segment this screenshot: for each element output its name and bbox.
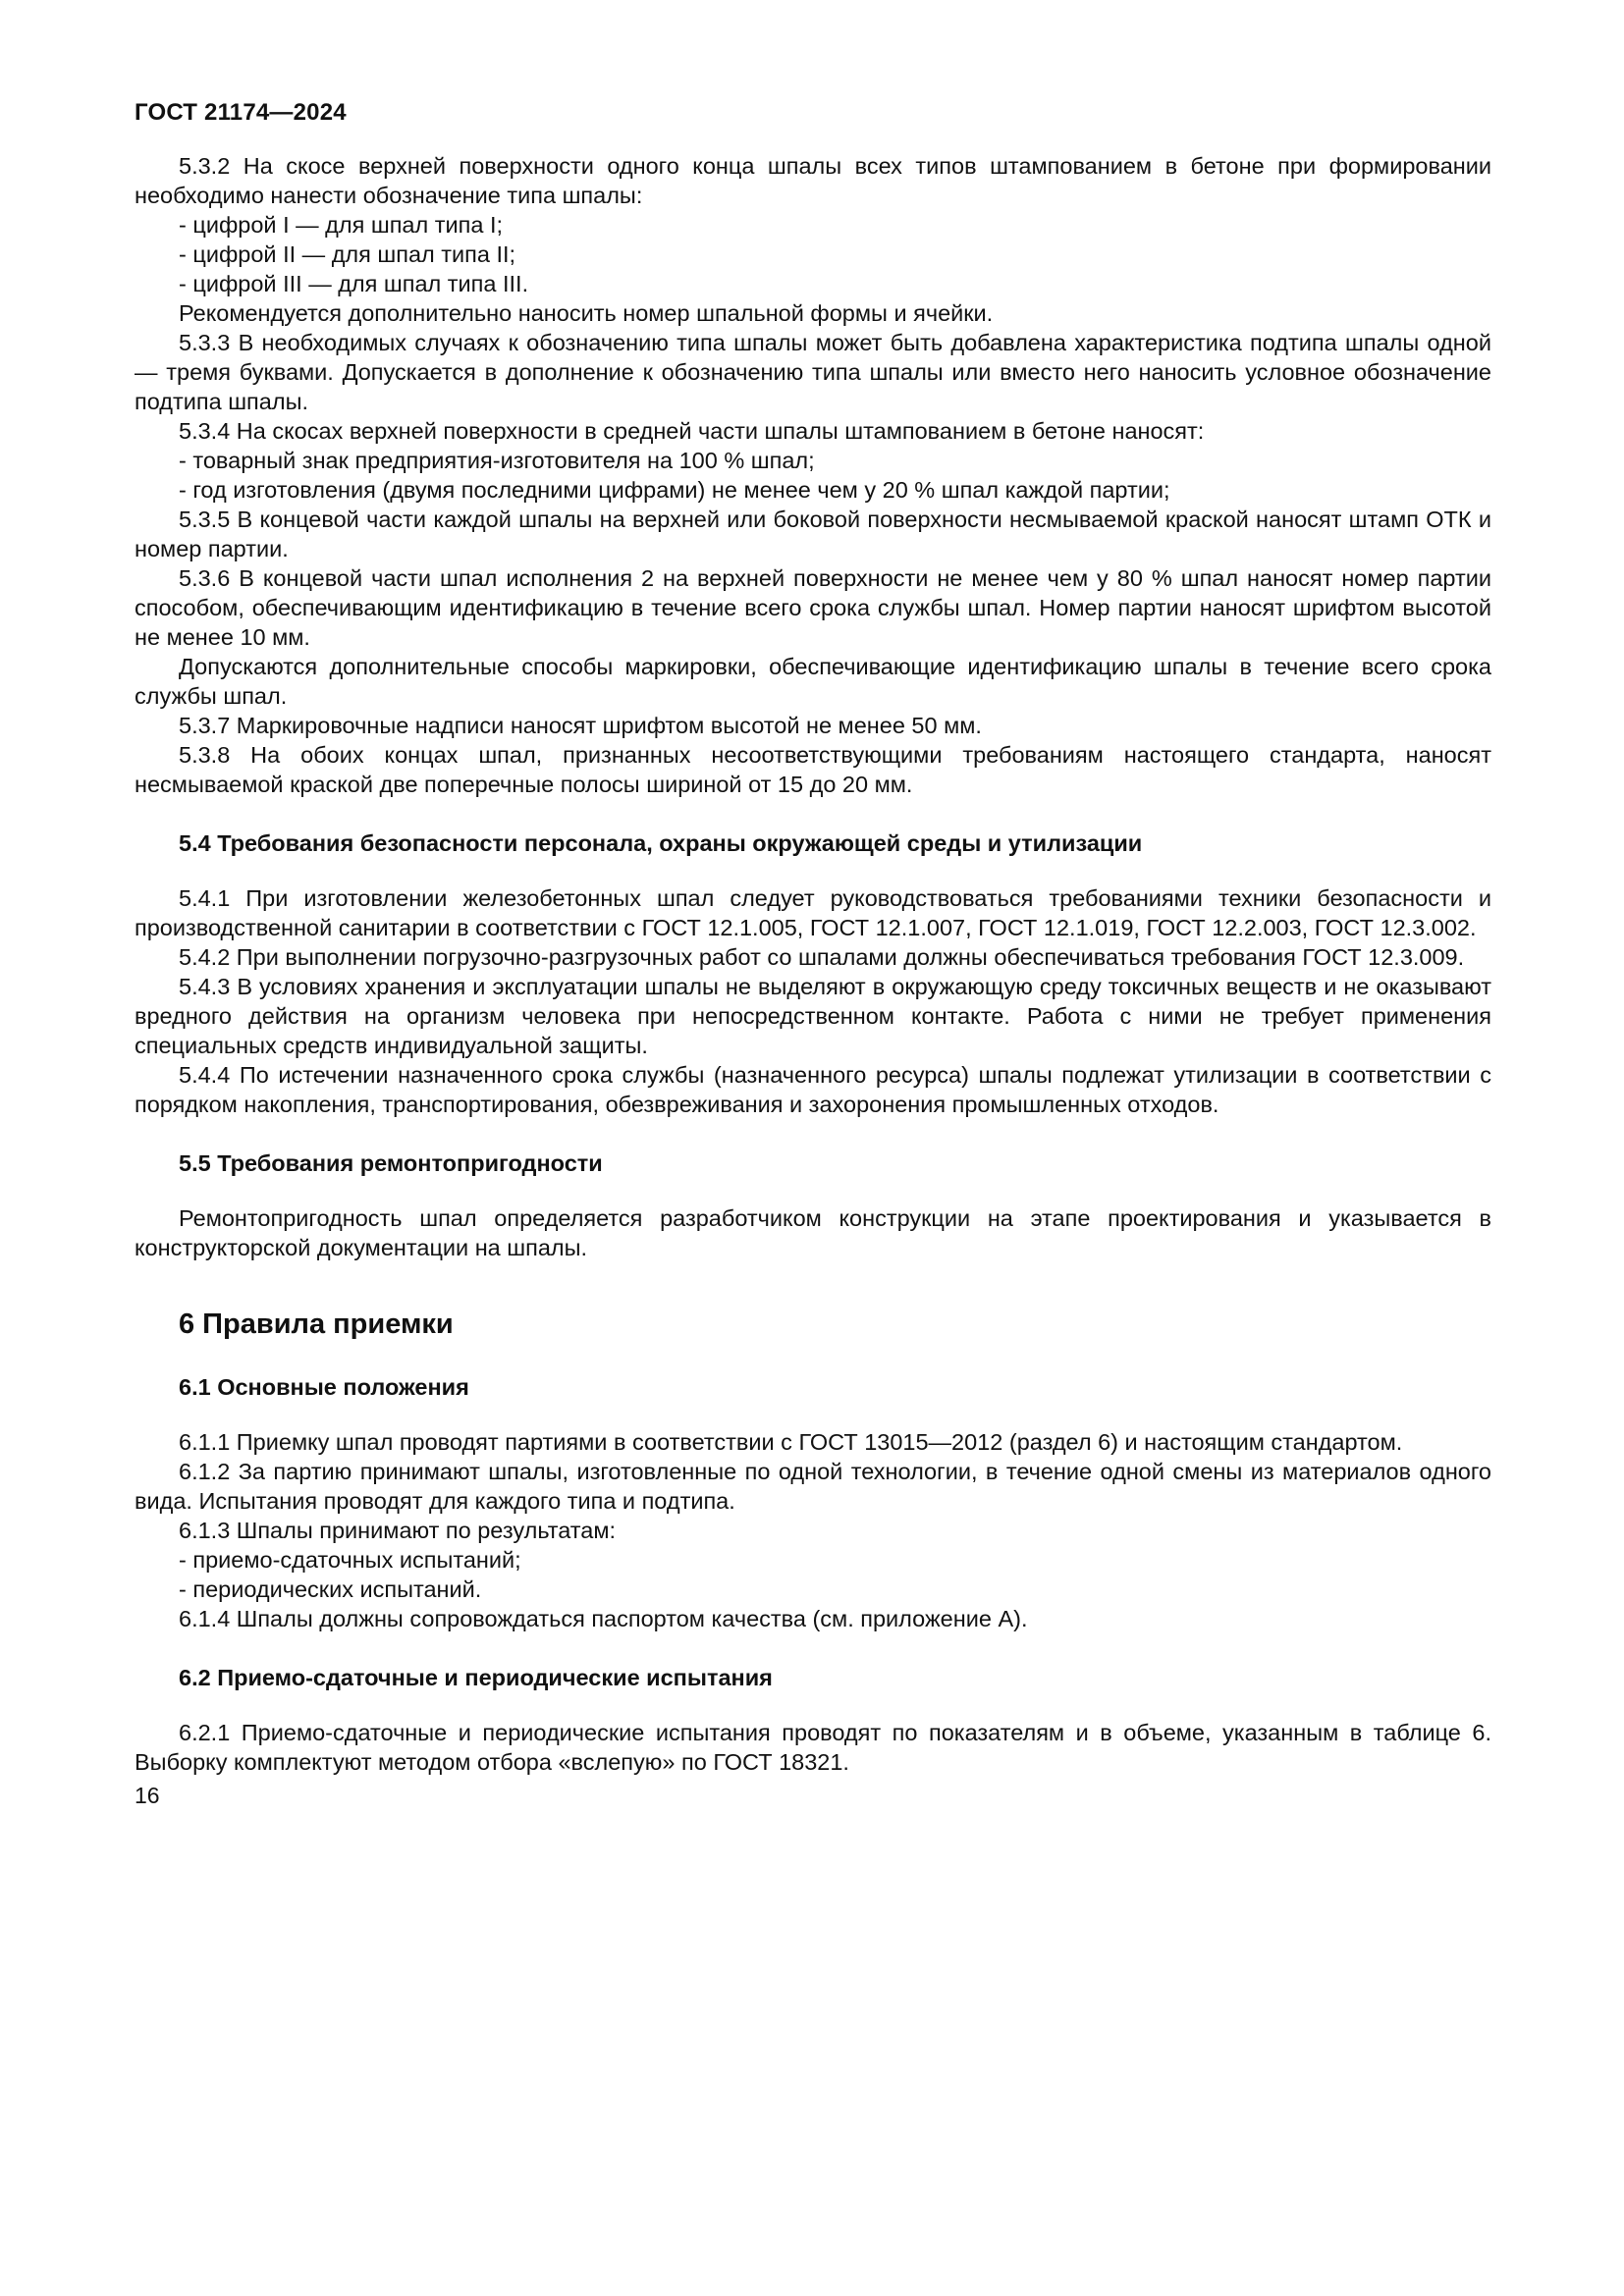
paragraph: 5.3.5 В концевой части каждой шпалы на верхней или боковой поверхности несмываемой краской наносят штамп ОТК и номер партии. bbox=[135, 507, 1491, 561]
paragraph: 5.4.3 В условиях хранения и эксплуатации шпалы не выделяют в окружающую среду токсичных веществ и не оказывают вредного действия на организм человека при непосредственном контакте. Работа с ними не требует применения специальных средств индивидуальной защиты. bbox=[135, 974, 1491, 1058]
subsection-heading: 5.5 Требования ремонтопригодности bbox=[179, 1150, 603, 1176]
paragraph: 5.4.1 При изготовлении железобетонных шпал следует руководствоваться требованиями техники безопасности и производственной санитарии в соответствии с ГОСТ 12.1.005, ГОСТ 12.1.007, ГОСТ 12.1.019, ГОСТ 12.2.003, ГОСТ 12.3.002. bbox=[135, 885, 1491, 940]
paragraph: 5.3.6 В концевой части шпал исполнения 2 на верхней поверхности не менее чем у 80 % шпал наносят номер партии способом, обеспечивающим идентификацию в течение всего срока службы шпал. Номер партии наносят шрифтом высотой не менее 10 мм. bbox=[135, 565, 1491, 650]
paragraph: 5.4.4 По истечении назначенного срока службы (назначенного ресурса) шпалы подлежат утилизации в соответствии с порядком накопления, транспортирования, обезвреживания и захоронения промышленных отходов. bbox=[135, 1062, 1491, 1117]
subsection-heading: 5.4 Требования безопасности персонала, охраны окружающей среды и утилизации bbox=[179, 830, 1143, 856]
list-item: - приемо-сдаточных испытаний; bbox=[179, 1547, 521, 1573]
document-body bbox=[135, 151, 1491, 1777]
paragraph: Рекомендуется дополнительно наносить номер шпальной формы и ячейки. bbox=[179, 300, 994, 326]
paragraph: 6.1.2 За партию принимают шпалы, изготовленные по одной технологии, в течение одной смены из материалов одного вида. Испытания проводят для каждого типа и подтипа. bbox=[135, 1459, 1491, 1514]
section-heading: 6 Правила приемки bbox=[179, 1308, 454, 1340]
list-item: - периодических испытаний. bbox=[179, 1576, 482, 1602]
paragraph: Допускаются дополнительные способы маркировки, обеспечивающие идентификацию шпалы в течение всего срока службы шпал. bbox=[135, 654, 1491, 709]
page-number: 16 bbox=[135, 1783, 160, 1808]
list-item: - цифрой II — для шпал типа II; bbox=[179, 241, 516, 267]
paragraph: 5.3.3 В необходимых случаях к обозначению типа шпалы может быть добавлена характеристика подтипа шпалы одной — тремя буквами. Допускается в дополнение к обозначению типа шпалы или вместо него наносить условное обозначение подтипа шпалы. bbox=[135, 330, 1491, 414]
subsection-heading: 6.2 Приемо-сдаточные и периодические испытания bbox=[179, 1665, 773, 1690]
list-item: - товарный знак предприятия-изготовителя на 100 % шпал; bbox=[179, 448, 815, 473]
document-code: ГОСТ 21174—2024 bbox=[135, 99, 347, 126]
paragraph: 6.1.4 Шпалы должны сопровождаться паспортом качества (см. приложение А). bbox=[179, 1606, 1028, 1631]
paragraph: 5.3.8 На обоих концах шпал, признанных несоответствующими требованиям настоящего стандарта, наносят несмываемой краской две поперечные полосы шириной от 15 до 20 мм. bbox=[135, 742, 1491, 797]
paragraph: 6.2.1 Приемо-сдаточные и периодические испытания проводят по показателям и в объеме, указанным в таблице 6. Выборку комплектуют методом отбора «вслепую» по ГОСТ 18321. bbox=[135, 1720, 1491, 1775]
paragraph: Ремонтопригодность шпал определяется разработчиком конструкции на этапе проектирования и указывается в конструкторской документации на шпалы. bbox=[135, 1205, 1491, 1260]
paragraph: 6.1.3 Шпалы принимают по результатам: bbox=[179, 1518, 617, 1543]
paragraph: 6.1.1 Приемку шпал проводят партиями в соответствии с ГОСТ 13015—2012 (раздел 6) и настоящим стандартом. bbox=[179, 1429, 1403, 1455]
paragraph: 5.3.4 На скосах верхней поверхности в средней части шпалы штампованием в бетоне наносят: bbox=[179, 418, 1205, 444]
list-item: - год изготовления (двумя последними цифрами) не менее чем у 20 % шпал каждой партии; bbox=[179, 477, 1170, 503]
subsection-heading: 6.1 Основные положения bbox=[179, 1374, 469, 1400]
paragraph: 5.4.2 При выполнении погрузочно-разгрузочных работ со шпалами должны обеспечиваться требования ГОСТ 12.3.009. bbox=[179, 944, 1465, 970]
paragraph: 5.3.2 На скосе верхней поверхности одного конца шпалы всех типов штампованием в бетоне при формировании необходимо нанести обозначение типа шпалы: bbox=[135, 153, 1491, 208]
list-item: - цифрой I — для шпал типа I; bbox=[179, 212, 503, 238]
list-item: - цифрой III — для шпал типа III. bbox=[179, 271, 529, 296]
paragraph: 5.3.7 Маркировочные надписи наносят шрифтом высотой не менее 50 мм. bbox=[179, 713, 982, 738]
